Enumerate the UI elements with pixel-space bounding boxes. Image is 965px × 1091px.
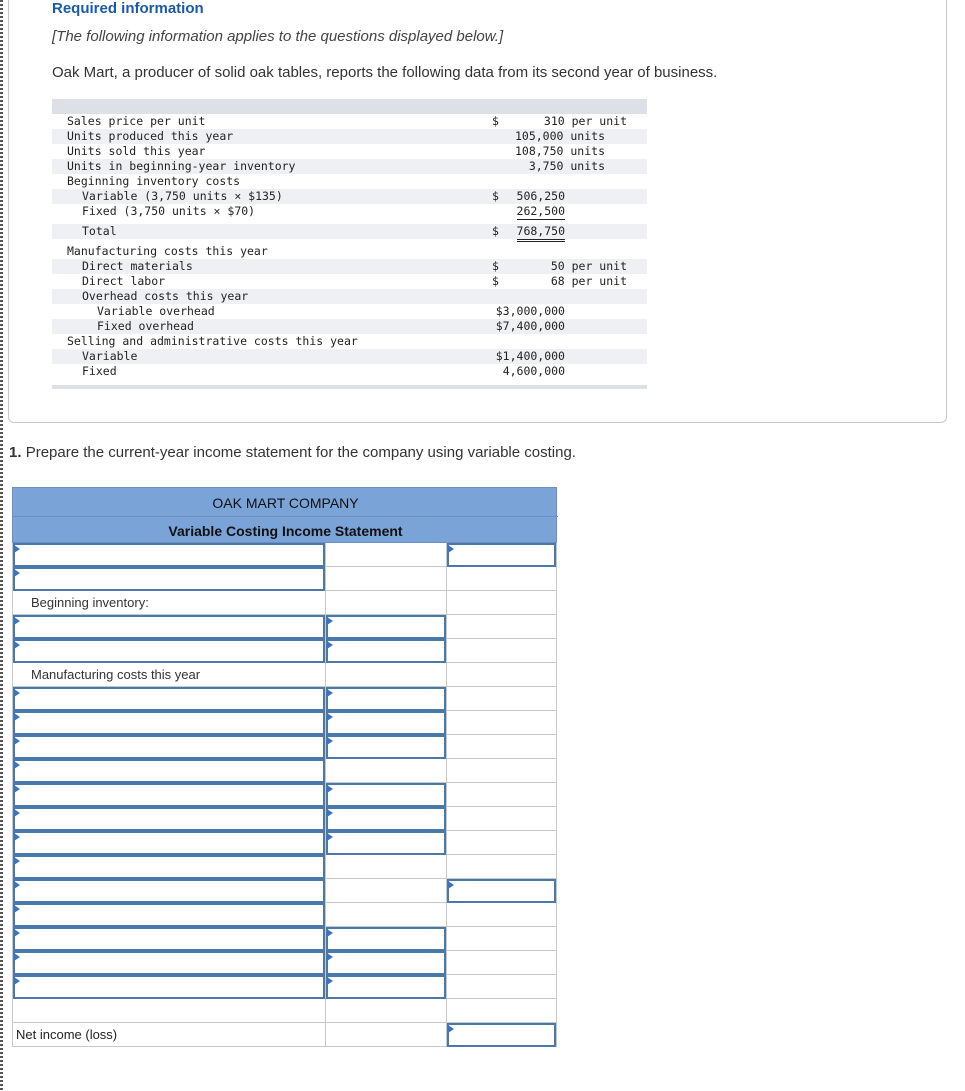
statement-row: [12, 615, 557, 639]
statement-cell: [446, 975, 557, 999]
data-row: [52, 204, 647, 219]
statement-cell: [12, 903, 325, 927]
dropdown-marker-icon: [14, 905, 20, 913]
data-row-label: Variable overhead: [97, 304, 215, 318]
statement-amount-input[interactable]: [326, 639, 446, 663]
data-row: [52, 259, 647, 274]
dropdown-marker-icon: [448, 1025, 454, 1033]
statement-cell: [446, 567, 557, 591]
statement-cell: [325, 687, 446, 711]
dropdown-marker-icon: [448, 545, 454, 553]
data-row-label: Units produced this year: [67, 129, 234, 143]
statement-amount-input[interactable]: [326, 975, 446, 999]
statement-row: [12, 783, 557, 807]
dropdown-marker-icon: [14, 833, 20, 841]
statement-cell: [446, 807, 557, 831]
statement-header: [12, 487, 557, 543]
dropdown-marker-icon: [14, 761, 20, 769]
dropdown-marker-icon: [327, 737, 333, 745]
statement-label-input[interactable]: [13, 807, 325, 831]
statement-label-input[interactable]: [13, 975, 325, 999]
data-row-label: Total: [82, 224, 117, 238]
question-number: 1.: [9, 444, 22, 461]
statement-amount-input[interactable]: [326, 615, 446, 639]
statement-cell: [12, 855, 325, 879]
statement-row: [12, 831, 557, 855]
statement-cell: [325, 663, 446, 687]
dropdown-marker-icon: [14, 641, 20, 649]
statement-amount-input[interactable]: [326, 927, 446, 951]
dropdown-marker-icon: [327, 713, 333, 721]
statement-row: [12, 711, 557, 735]
data-row: [52, 224, 647, 239]
statement-cell: [12, 951, 325, 975]
data-row-value: 262,500: [516, 204, 565, 218]
statement-amount-input[interactable]: [326, 951, 446, 975]
header-divider: [13, 516, 558, 517]
data-row: [52, 114, 647, 129]
statement-label-input[interactable]: [13, 951, 325, 975]
statement-cell: [325, 831, 446, 855]
statement-cell: [446, 999, 557, 1023]
statement-row: [12, 663, 557, 687]
dropdown-marker-icon: [14, 977, 20, 985]
dropdown-marker-icon: [14, 881, 20, 889]
statement-row: [12, 975, 557, 999]
statement-label-input[interactable]: [13, 735, 325, 759]
statement-cell: [325, 903, 446, 927]
data-row: [52, 129, 647, 144]
statement-row: [12, 855, 557, 879]
statement-row: [12, 735, 557, 759]
statement-cell: [446, 831, 557, 855]
statement-cell: [446, 615, 557, 639]
statement-total-input[interactable]: [447, 1023, 556, 1047]
dropdown-marker-icon: [327, 929, 333, 937]
data-row: [52, 289, 647, 304]
statement-row: [12, 879, 557, 903]
statement-cell: [12, 615, 325, 639]
data-row-value: 3,750 units: [528, 159, 605, 173]
statement-cell: [325, 759, 446, 783]
data-row-value: $1,400,000: [495, 349, 565, 363]
statement-row: [12, 1023, 557, 1047]
data-row: [52, 334, 647, 349]
statement-cell: [325, 711, 446, 735]
dropdown-marker-icon: [14, 713, 20, 721]
data-row-value: 68 per unit: [550, 274, 627, 288]
data-row-value: $3,000,000: [495, 304, 565, 318]
statement-label-input[interactable]: [13, 783, 325, 807]
data-row-label: Units in beginning-year inventory: [67, 159, 296, 173]
statement-cell: [325, 639, 446, 663]
statement-cell: [12, 567, 325, 591]
manufacturing-costs-label: Manufacturing costs this year: [31, 667, 201, 682]
statement-title: Variable Costing Income Statement: [168, 523, 403, 539]
statement-cell: [325, 567, 446, 591]
statement-cell: [325, 1023, 446, 1047]
statement-label-input[interactable]: [13, 879, 325, 903]
data-row: [52, 174, 647, 189]
data-row: [52, 304, 647, 319]
statement-cell: [446, 735, 557, 759]
statement-cell: [446, 927, 557, 951]
statement-cell: [12, 975, 325, 999]
data-row-label: Manufacturing costs this year: [67, 244, 268, 258]
statement-amount-input[interactable]: [326, 735, 446, 759]
statement-cell: [446, 543, 557, 567]
data-row: [52, 274, 647, 289]
statement-row: [12, 591, 557, 615]
data-row: [52, 159, 647, 174]
statement-cell: [446, 591, 557, 615]
statement-row: [12, 759, 557, 783]
statement-cell: [12, 999, 325, 1023]
statement-cell: [446, 951, 557, 975]
dropdown-marker-icon: [14, 929, 20, 937]
statement-label-input[interactable]: [13, 615, 325, 639]
statement-cell: [12, 807, 325, 831]
statement-row: [12, 543, 557, 567]
dropdown-marker-icon: [14, 737, 20, 745]
dropdown-marker-icon: [327, 689, 333, 697]
dropdown-marker-icon: [327, 641, 333, 649]
data-row-label: Fixed: [82, 364, 117, 378]
data-row-label: Variable (3,750 units × $135): [82, 189, 283, 203]
statement-label-input[interactable]: [13, 639, 325, 663]
statement-cell: [446, 711, 557, 735]
data-row-dollar: $: [492, 274, 499, 288]
question-text: Prepare the current-year income statement for the company using variable costing.: [25, 444, 576, 461]
data-row-label: Variable: [82, 349, 138, 363]
statement-cell: [325, 975, 446, 999]
statement-cell: [446, 855, 557, 879]
statement-row: [12, 687, 557, 711]
statement-row: [12, 567, 557, 591]
required-info-subtitle: [The following information applies to the questions displayed below.]: [52, 28, 504, 45]
dropdown-marker-icon: [448, 881, 454, 889]
data-table-footer: [52, 385, 647, 389]
dropdown-marker-icon: [14, 569, 20, 577]
statement-amount-input[interactable]: [326, 807, 446, 831]
dropdown-marker-icon: [327, 617, 333, 625]
data-row-value: 506,250: [516, 189, 565, 203]
dropdown-marker-icon: [14, 617, 20, 625]
statement-cell: [12, 543, 325, 567]
statement-cell: [12, 831, 325, 855]
data-row-dollar: $: [492, 189, 499, 203]
data-row-value: 108,750 units: [514, 144, 605, 158]
page-left-border: [0, 0, 3, 1091]
statement-cell: [12, 927, 325, 951]
statement-cell: [12, 711, 325, 735]
dropdown-marker-icon: [327, 977, 333, 985]
statement-label-input[interactable]: [13, 567, 325, 591]
statement-cell: [325, 615, 446, 639]
income-statement-form: [12, 487, 557, 1071]
data-row-label: Fixed overhead: [97, 319, 194, 333]
data-row-dollar: $: [492, 259, 499, 273]
statement-cell: [325, 591, 446, 615]
statement-row: [12, 903, 557, 927]
data-row-dollar: $: [492, 224, 499, 238]
net-income-label: Net income (loss): [16, 1027, 118, 1042]
statement-cell: [446, 687, 557, 711]
data-row-dollar: $: [492, 114, 499, 128]
statement-row: [12, 951, 557, 975]
statement-row: [12, 639, 557, 663]
dropdown-marker-icon: [327, 785, 333, 793]
statement-label-input[interactable]: [13, 711, 325, 735]
data-row-label: Direct labor: [82, 274, 166, 288]
statement-cell: [12, 591, 325, 615]
statement-cell: [12, 1023, 325, 1047]
statement-cell: [325, 855, 446, 879]
data-table-body: [52, 114, 647, 379]
statement-cell: [446, 663, 557, 687]
dropdown-marker-icon: [327, 953, 333, 961]
data-row: [52, 244, 647, 259]
data-row-label: Beginning inventory costs: [67, 174, 241, 188]
statement-total-input[interactable]: [447, 543, 556, 567]
dropdown-marker-icon: [14, 785, 20, 793]
question-1: [9, 444, 576, 461]
data-row: [52, 189, 647, 204]
given-data-table: [52, 99, 647, 389]
statement-cell: [12, 687, 325, 711]
statement-cell: [325, 879, 446, 903]
statement-label-input[interactable]: [13, 543, 325, 567]
data-row-value: $7,400,000: [495, 319, 565, 333]
dropdown-marker-icon: [14, 689, 20, 697]
required-info-intro: Oak Mart, a producer of solid oak tables, reports the following data from its second year of business.: [52, 64, 718, 81]
data-row-value: 310 per unit: [543, 114, 627, 128]
statement-amount-input[interactable]: [326, 687, 446, 711]
statement-cell: [12, 639, 325, 663]
data-row-label: Selling and administrative costs this year: [67, 334, 358, 348]
statement-label-input[interactable]: [13, 927, 325, 951]
data-row-value: 768,750: [517, 224, 565, 242]
statement-cell: [446, 903, 557, 927]
statement-company-name: OAK MART COMPANY: [212, 495, 359, 511]
data-row-label: Units sold this year: [67, 144, 206, 158]
statement-cell: [325, 927, 446, 951]
statement-cell: [12, 783, 325, 807]
statement-cell: [12, 663, 325, 687]
statement-row: [12, 807, 557, 831]
data-row: [52, 319, 647, 334]
data-row: [52, 349, 647, 364]
statement-cell: [325, 807, 446, 831]
data-row-value: 50 per unit: [550, 259, 627, 273]
statement-label-input[interactable]: [13, 831, 325, 855]
data-row-label: Direct materials: [82, 259, 193, 273]
statement-cell: [325, 543, 446, 567]
statement-cell: [325, 951, 446, 975]
statement-label-input[interactable]: [13, 903, 325, 927]
statement-cell: [12, 759, 325, 783]
data-row: [52, 144, 647, 159]
statement-cell: [12, 735, 325, 759]
dropdown-marker-icon: [14, 545, 20, 553]
data-table-header: [52, 99, 647, 114]
data-row-value: 105,000 units: [514, 129, 605, 143]
statement-total-input[interactable]: [447, 879, 556, 903]
statement-label-input[interactable]: [13, 687, 325, 711]
dropdown-marker-icon: [14, 953, 20, 961]
statement-row: [12, 999, 557, 1023]
statement-cell: [446, 879, 557, 903]
dropdown-marker-icon: [14, 857, 20, 865]
statement-cell: [446, 783, 557, 807]
data-row-label: Overhead costs this year: [82, 289, 249, 303]
statement-cell: [12, 879, 325, 903]
statement-amount-input[interactable]: [326, 783, 446, 807]
statement-cell: [446, 759, 557, 783]
beginning-inventory-label: Beginning inventory:: [31, 595, 149, 610]
data-row: [52, 364, 647, 379]
dropdown-marker-icon: [327, 809, 333, 817]
required-info-title: Required information: [52, 0, 204, 17]
statement-row: [12, 927, 557, 951]
dropdown-marker-icon: [327, 833, 333, 841]
data-row-label: Fixed (3,750 units × $70): [82, 204, 256, 218]
data-row-value: 4,600,000: [502, 364, 565, 378]
statement-amount-input[interactable]: [326, 711, 446, 735]
statement-label-input[interactable]: [13, 759, 325, 783]
statement-cell: [325, 783, 446, 807]
data-row-label: Sales price per unit: [67, 114, 206, 128]
statement-cell: [325, 999, 446, 1023]
dropdown-marker-icon: [14, 809, 20, 817]
statement-cell: [446, 639, 557, 663]
statement-label-input[interactable]: [13, 855, 325, 879]
statement-amount-input[interactable]: [326, 831, 446, 855]
statement-cell: [446, 1023, 557, 1047]
statement-cell: [325, 735, 446, 759]
